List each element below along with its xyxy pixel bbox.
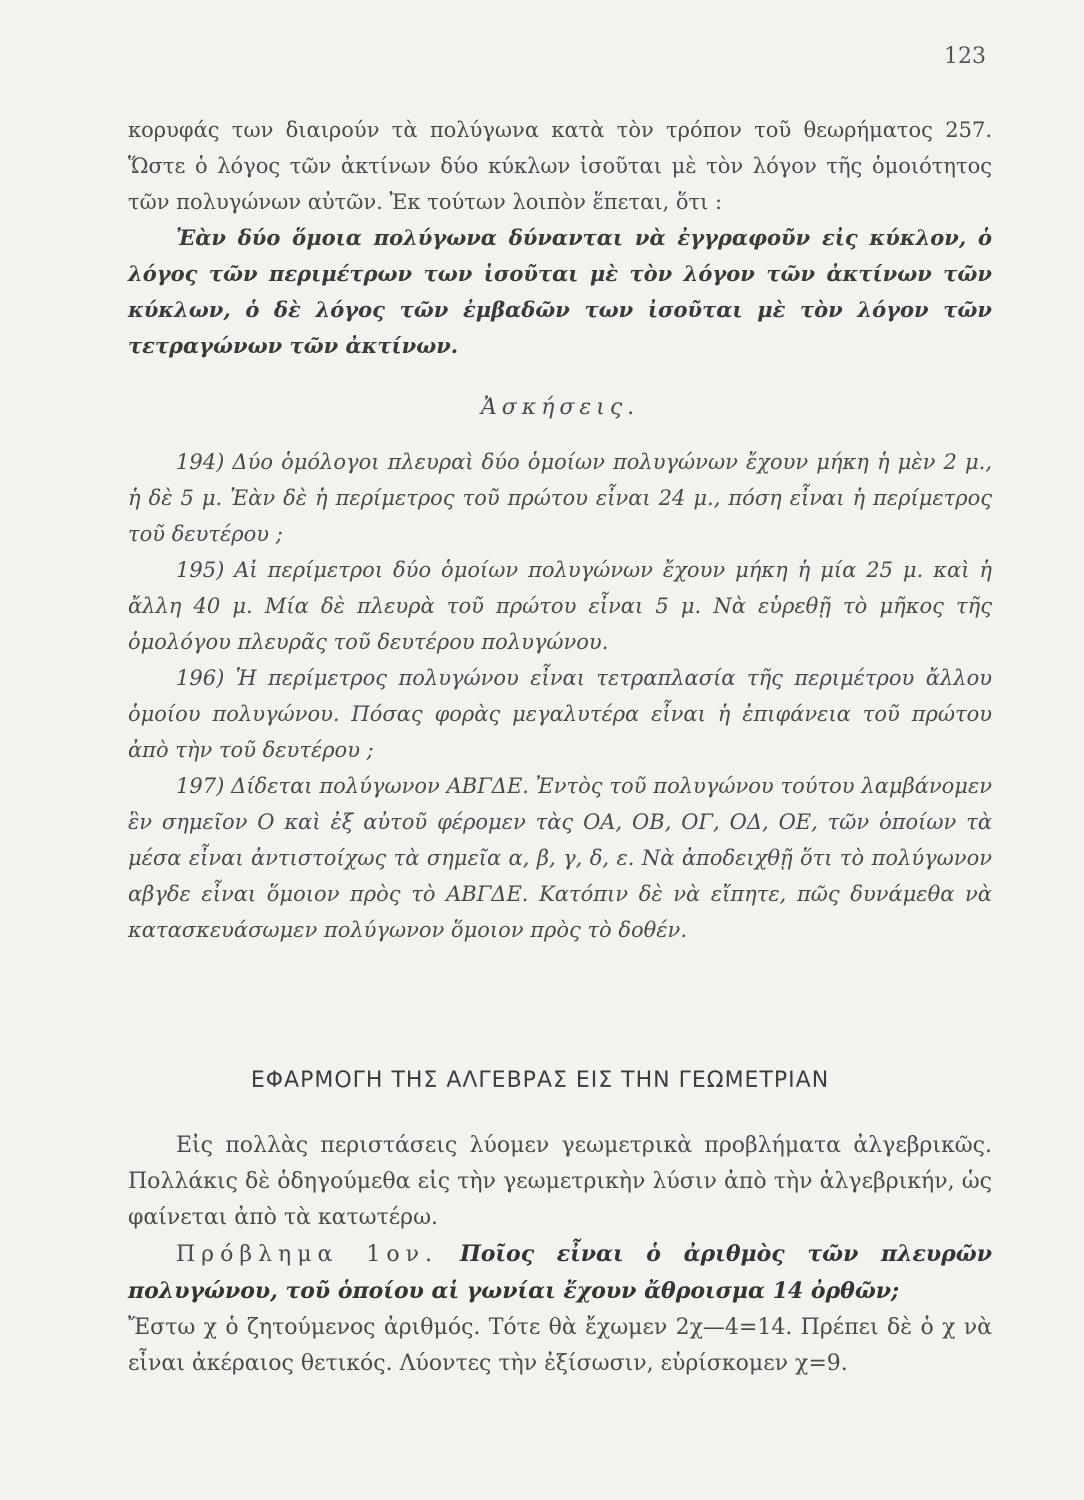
intro-paragraph: κορυφάς των διαιρούν τὰ πολύγωνα κατὰ τὸν τρόπον τοῦ θεωρήματος 257. Ὥστε ὁ λόγος τῶν ἀκτίνων δύο κύκλων ἰσοῦται μὲ τὸν λόγον τῆς ὁμοιότητος τῶν πολυγώνων αὐτῶν. Ἐκ τούτων λοιπὸν ἕπεται, ὅτι : — [128, 118, 992, 214]
exercise-number: 196) — [176, 666, 225, 690]
exercises-heading: Ἀσκήσεις. — [480, 395, 640, 420]
problem-paragraph — [128, 1236, 992, 1310]
upper-text-block — [128, 112, 992, 948]
problem-solution: Ἔστω χ ὁ ζητούμενος ἀριθμός. Τότε θὰ ἔχωμεν 2χ—4=14. Πρέπει δὲ ὁ χ νὰ εἶναι ἀκέραιος θετικός. Λύοντες τὴν ἐξίσωσιν, εὑρίσκομεν χ=9. — [128, 1315, 992, 1376]
exercise-196 — [128, 660, 992, 768]
exercise-text: Ἡ περίμετρος πολυγώνου εἶναι τετραπλασία τῆς περιμέτρου ἄλλου ὁμοίου πολυγώνου. Πόσας φορὰς μεγαλυτέρα εἶναι ἡ ἐπιφάνεια τοῦ πρώτου ἀπὸ τὴν τοῦ δευτέρου ; — [128, 666, 992, 762]
exercise-number: 194) — [176, 450, 225, 474]
exercise-number: 195) — [176, 558, 225, 582]
exercise-number: 197) — [176, 774, 225, 798]
page-number: 123 — [944, 44, 986, 69]
exercise-text: Δίδεται πολύγωνον ΑΒΓΔΕ. Ἐντὸς τοῦ πολυγώνου τούτου λαμβάνομεν ἓν σημεῖον Ο καὶ ἐξ αὐτοῦ φέρομεν τὰς ΟΑ, ΟΒ, ΟΓ, ΟΔ, ΟΕ, τῶν ὁποίων τὰ μέσα εἶναι ἀντιστοίχως τὰ σημεῖα α, β, γ, δ, ε. Νὰ ἀποδειχθῇ ὅτι τὸ πολύγωνον αβγδε εἶναι ὅμοιον πρὸς τὸ ΑΒΓΔΕ. Κατόπιν δὲ νὰ εἴπητε, πῶς δυνάμεθα νὰ κατασκευάσωμεν πολύγωνον ὅμοιον πρὸς τὸ δοθέν. — [128, 774, 992, 942]
exercise-195 — [128, 552, 992, 660]
section-title: ΕΦΑΡΜΟΓΗ ΤΗΣ ΑΛΓΕΒΡΑΣ ΕΙΣ ΤΗΝ ΓΕΩΜΕΤΡΙΑΝ — [250, 1068, 830, 1093]
lower-text-block — [128, 1128, 992, 1382]
theorem-statement: Ἐὰν δύο ὅμοια πολύγωνα δύνανται νὰ ἐγγραφοῦν εἰς κύκλον, ὁ λόγος τῶν περιμέτρων των ἰσοῦται μὲ τὸν λόγον τῶν ἀκτίνων τῶν κύκλων, ὁ δὲ λόγος τῶν ἐμβαδῶν των ἰσοῦται μὲ τὸν λόγον τῶν τετραγώνων τῶν ἀκτίνων. — [128, 225, 992, 358]
exercise-text: Αἱ περίμετροι δύο ὁμοίων πολυγώνων ἔχουν μήκη ἡ μία 25 μ. καὶ ἡ ἄλλη 40 μ. Μία δὲ πλευρὰ τοῦ πρώτου εἶναι 5 μ. Νὰ εὑρεθῇ τὸ μῆκος τῆς ὁμολόγου πλευρᾶς τοῦ δευτέρου πολυγώνου. — [128, 558, 992, 654]
exercise-197 — [128, 768, 992, 948]
exercise-194 — [128, 444, 992, 552]
problem-label: Πρόβλημα 1ον. — [176, 1242, 438, 1267]
section-intro: Εἰς πολλὰς περιστάσεις λύομεν γεωμετρικὰ προβλήματα ἀλγεβρικῶς. Πολλάκις δὲ ὁδηγούμεθα εἰς τὴν γεωμετρικὴν λύσιν ἀπὸ τὴν ἀλγεβρικήν, ὡς φαίνεται ἀπὸ τὰ κατωτέρω. — [128, 1133, 992, 1230]
exercise-text: Δύο ὁμόλογοι πλευραὶ δύο ὁμοίων πολυγώνων ἔχουν μήκη ἡ μὲν 2 μ., ἡ δὲ 5 μ. Ἐὰν δὲ ἡ περίμετρος τοῦ πρώτου εἶναι 24 μ., πόση εἶναι ἡ περίμετρος τοῦ δευτέρου ; — [128, 450, 992, 546]
problem-question: Ποῖος εἶναι ὁ ἀριθμὸς τῶν πλευρῶν πολυγώνου, τοῦ ὁποίου αἱ γωνίαι ἔχουν ἄθροισμα 14 ὀρθῶν; — [128, 1241, 992, 1304]
